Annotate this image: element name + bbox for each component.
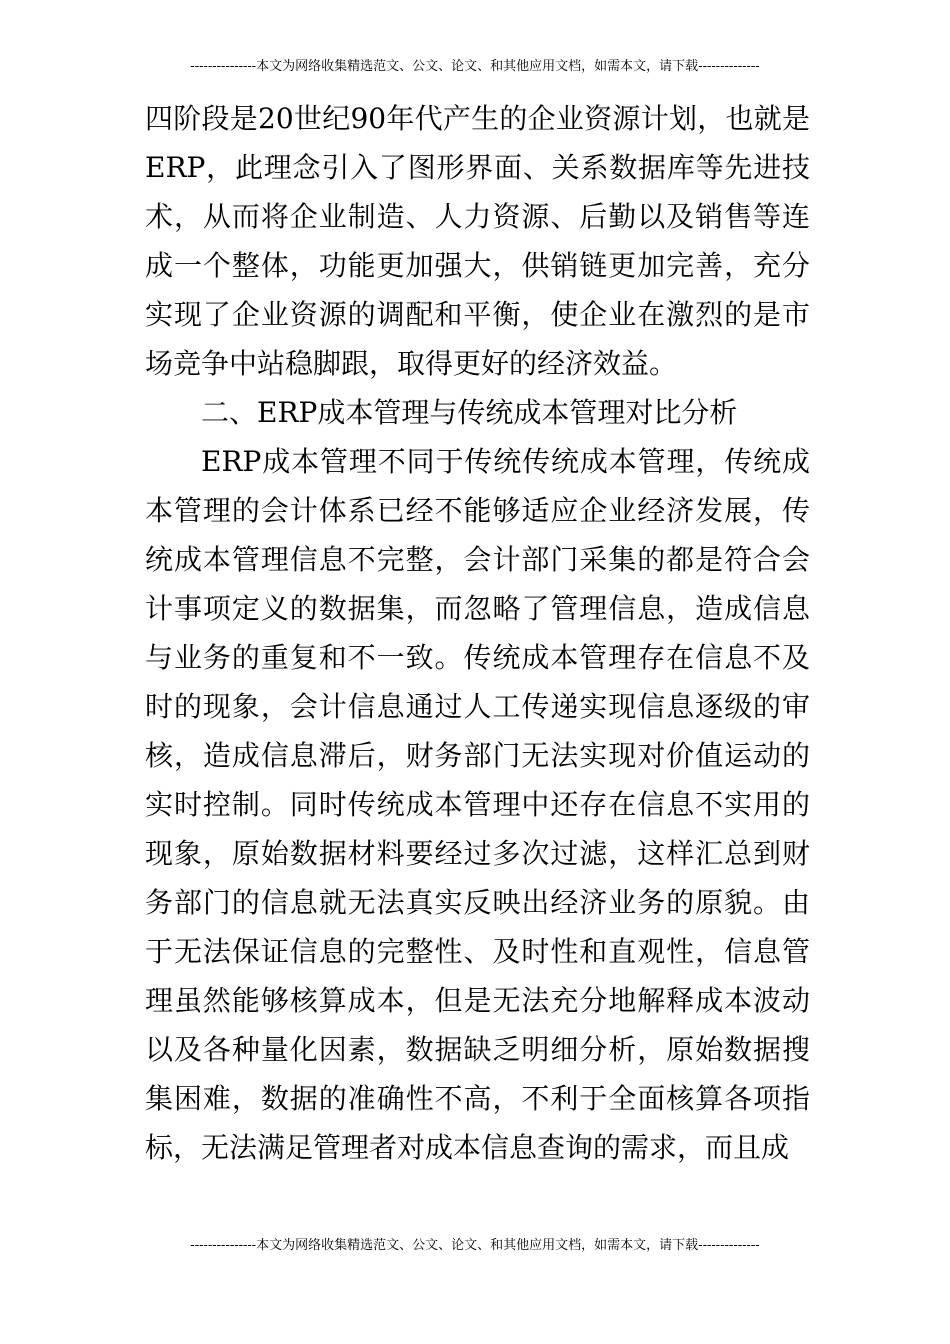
body-paragraph: 四阶段是20世纪90年代产生的企业资源计划，也就是ERP，此理念引入了图形界面、关系数据库等先进技术，从而将企业制造、人力资源、后勤以及销售等连成一个整体，功能更加强大，供销链更加完善，充分实现了企业资源的调配和平衡，使企业在激烈的是市场竞争中站稳脚跟，取得更好的经济效益。 <box>145 102 810 380</box>
document-body <box>145 94 810 1172</box>
section-heading: 二、ERP成本管理与传统成本管理对比分析 <box>201 396 738 429</box>
footer-banner: ---------------本文为网络收集精选范文、公文、论文、和其他应用文档，如需本文，请下载-------------- <box>190 1238 760 1253</box>
body-paragraph: ERP成本管理不同于传统传统成本管理，传统成本管理的会计体系已经不能够适应企业经济发展，传统成本管理信息不完整，会计部门采集的都是符合会计事项定义的数据集，而忽略了管理信息，造成信息与业务的重复和不一致。传统成本管理存在信息不及时的现象，会计信息通过人工传递实现信息逐级的审核，造成信息滞后，财务部门无法实现对价值运动的实时控制。同时传统成本管理中还存在信息不实用的现象，原始数据材料要经过多次过滤，这样汇总到财务部门的信息就无法真实反映出经济业务的原貌。由于无法保证信息的完整性、及时性和直观性，信息管理虽然能够核算成本，但是无法充分地解释成本波动以及各种量化因素，数据缺乏明细分析，原始数据搜集困难，数据的准确性不高，不利于全面核算各项指标，无法满足管理者对成本信息查询的需求，而且成 <box>145 445 810 1164</box>
header-banner: ---------------本文为网络收集精选范文、公文、论文、和其他应用文档，如需本文，请下载-------------- <box>190 59 760 74</box>
